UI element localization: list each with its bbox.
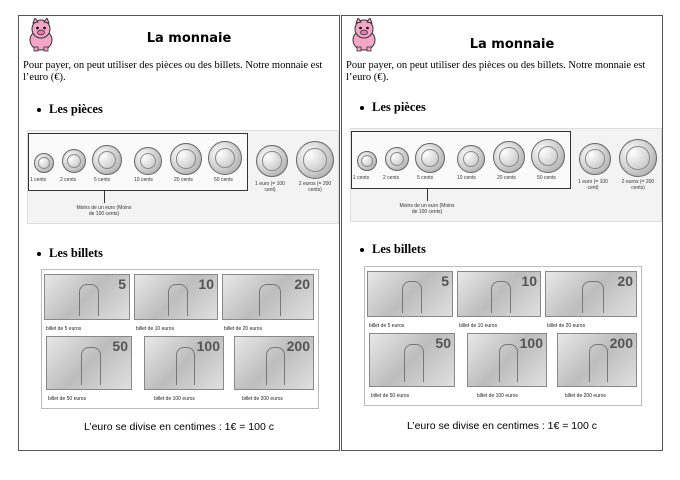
- coins-heading: [37, 102, 103, 117]
- coin-label: 50 cents: [214, 177, 233, 183]
- banknote-label: billet de 5 euros: [46, 326, 82, 332]
- coin-50-cents: [208, 141, 242, 175]
- notes-heading: [37, 246, 103, 261]
- arrow-icon: [104, 191, 105, 203]
- banknote-5: 5: [44, 274, 130, 320]
- coin-50-cents: [531, 139, 565, 173]
- banknote-label: billet de 200 euros: [242, 396, 283, 402]
- banknote-label: billet de 10 euros: [459, 323, 498, 329]
- banknote-label: billet de 5 euros: [369, 323, 405, 329]
- banknote-label: billet de 10 euros: [136, 326, 175, 332]
- page-title: La monnaie: [469, 37, 555, 52]
- coin-label: 2 cents: [383, 175, 400, 181]
- banknote-200: 200: [557, 333, 637, 387]
- coin-label: 5 cents: [94, 177, 111, 183]
- notes-heading: [360, 242, 426, 257]
- bullet-icon: [360, 248, 364, 252]
- coins-heading-label: Les pièces: [49, 102, 103, 116]
- coin-label: 50 cents: [537, 175, 556, 181]
- coins-image: [27, 130, 339, 224]
- banknote-5: 5: [367, 271, 453, 317]
- banknotes-image: [364, 266, 642, 406]
- cents-note: Moins de un euro (Moins de 100 cents): [76, 205, 132, 217]
- banknote-label: billet de 100 euros: [154, 396, 195, 402]
- coin-label: 1 euro (= 100 cent): [255, 181, 285, 193]
- coin-1-euro: [579, 143, 611, 175]
- notes-heading-label: Les billets: [49, 246, 103, 260]
- coin-2-euros: [619, 139, 657, 177]
- coin-label: 1 euro (= 100 cent): [578, 179, 608, 191]
- banknote-label: billet de 50 euros: [48, 396, 87, 402]
- coin-label: 1 cents: [30, 177, 47, 183]
- banknote-10: 10: [134, 274, 218, 320]
- coin-2-euros: [296, 141, 334, 179]
- coin-2-cents: [62, 149, 86, 173]
- footer-text: L’euro se divise en centimes : 1€ = 100 c: [407, 420, 597, 432]
- notes-heading-label: Les billets: [372, 242, 426, 256]
- coins-heading: [360, 100, 426, 115]
- banknote-label: billet de 200 euros: [565, 393, 606, 399]
- worksheet-right: [341, 15, 663, 451]
- coin-20-cents: [493, 141, 525, 173]
- coin-5-cents: [415, 143, 445, 173]
- cents-note: Moins de un euro (Moins de 100 cents): [399, 203, 455, 215]
- coin-label: 5 cents: [417, 175, 434, 181]
- banknote-10: 10: [457, 271, 541, 317]
- coin-1-euro: [256, 145, 288, 177]
- coin-label: 10 cents: [457, 175, 476, 181]
- worksheet-left: [18, 15, 340, 451]
- bullet-icon: [37, 252, 41, 256]
- coin-1-cent: [34, 153, 54, 173]
- coin-label: 20 cents: [497, 175, 516, 181]
- banknote-200: 200: [234, 336, 314, 390]
- banknote-100: 100: [144, 336, 224, 390]
- intro-text: Pour payer, on peut utiliser des pièces ou des billets. Notre monnaie est l’euro (€).: [23, 60, 323, 83]
- coin-label: 20 cents: [174, 177, 193, 183]
- banknote-50: 50: [369, 333, 455, 387]
- coin-label: 2 euros (= 200 cents): [621, 179, 655, 191]
- banknote-label: billet de 20 euros: [547, 323, 586, 329]
- banknote-label: billet de 20 euros: [224, 326, 263, 332]
- coin-10-cents: [134, 147, 162, 175]
- banknote-label: billet de 100 euros: [477, 393, 518, 399]
- banknote-50: 50: [46, 336, 132, 390]
- bullet-icon: [360, 106, 364, 110]
- intro-text: Pour payer, on peut utiliser des pièces ou des billets. Notre monnaie est l’euro (€).: [346, 60, 646, 83]
- banknote-20: 20: [545, 271, 637, 317]
- coin-20-cents: [170, 143, 202, 175]
- coin-label: 2 cents: [60, 177, 77, 183]
- banknote-100: 100: [467, 333, 547, 387]
- footer-text: L’euro se divise en centimes : 1€ = 100 c: [84, 421, 274, 433]
- banknote-label: billet de 50 euros: [371, 393, 410, 399]
- coins-heading-label: Les pièces: [372, 100, 426, 114]
- coin-label: 1 cents: [353, 175, 370, 181]
- coin-label: 10 cents: [134, 177, 153, 183]
- arrow-icon: [427, 189, 428, 201]
- coin-5-cents: [92, 145, 122, 175]
- coin-10-cents: [457, 145, 485, 173]
- coins-image: [350, 128, 662, 222]
- coin-label: 2 euros (= 200 cents): [298, 181, 332, 193]
- page-title: La monnaie: [146, 31, 232, 46]
- coin-2-cents: [385, 147, 409, 171]
- banknote-20: 20: [222, 274, 314, 320]
- coin-1-cent: [357, 151, 377, 171]
- banknotes-image: [41, 269, 319, 409]
- bullet-icon: [37, 108, 41, 112]
